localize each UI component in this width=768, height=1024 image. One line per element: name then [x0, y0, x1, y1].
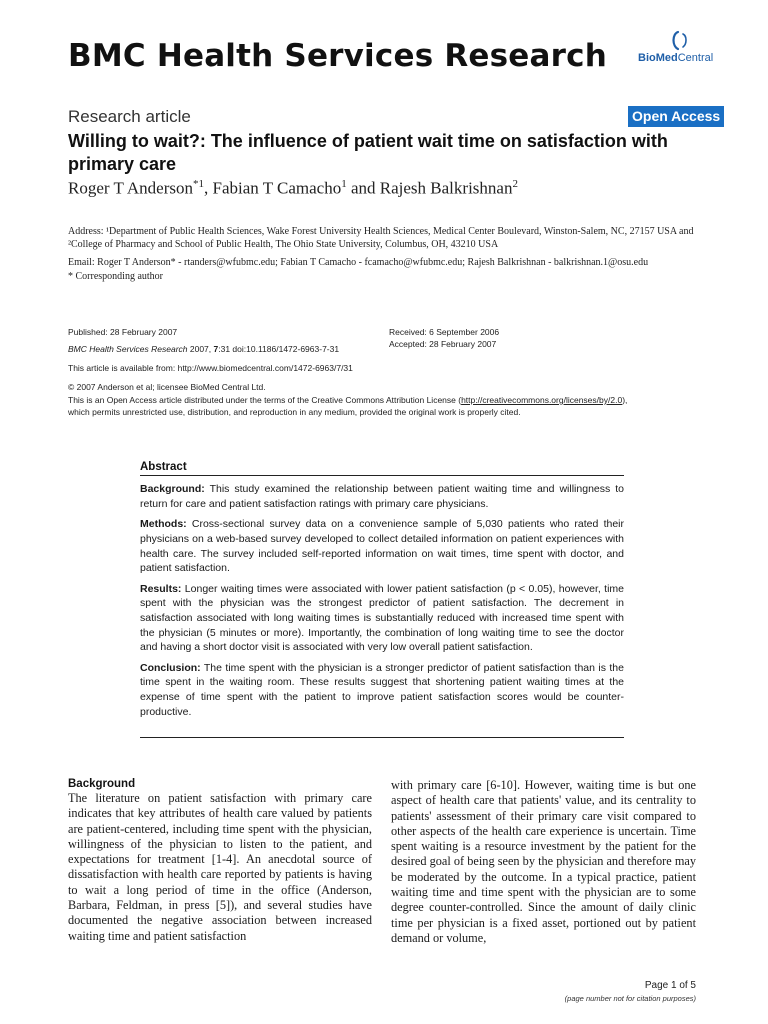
abstract-label: Methods: — [140, 518, 187, 531]
license-text: ), — [622, 395, 628, 405]
accepted-date: Accepted: 28 February 2007 — [389, 339, 497, 349]
abstract-heading: Abstract — [140, 461, 187, 473]
publisher-logo[interactable] — [624, 30, 714, 70]
article-type: Research article — [68, 107, 191, 126]
license-link[interactable]: http://creativecommons.org/licenses/by/2.0 — [461, 395, 623, 405]
author-name: and Rajesh Balkrishnan — [346, 178, 513, 198]
corresponding-author-note: * Corresponding author — [68, 271, 163, 282]
author-name: , Fabian T Camacho — [203, 178, 342, 198]
citation-journal: BMC Health Services Research — [68, 344, 188, 354]
citation-line — [68, 343, 339, 356]
author-list — [68, 178, 518, 199]
affiliation-address: Address: ¹Department of Public Health Sciences, Wake Forest University Health Sciences, Medical Center Boulevard, Winston-Salem, NC, 27157 USA and ²College of Pharmacy and School of Public Health, The Ohio State University, Columbus, OH, 43210 USA — [68, 226, 694, 250]
citation-doi: :31 doi:10.1186/1472-6963-7-31 — [218, 344, 340, 354]
abstract-results: Results: Longer waiting times were associated with lower patient satisfaction (p < 0.05), however, time spent with the physician was the strongest predictor of patient satisfaction. The decrement in satisfaction associated with long waiting times is substantially reduced with increased time spent with the physician (5 minutes or more). Importantly, the combination of long waiting time to see the doctor and having a short doctor visit is associated with very low overall patient satisfaction. — [140, 582, 624, 654]
page-number: Page 1 of 5 — [644, 980, 696, 991]
citation-year: 2007, — [187, 344, 214, 354]
abstract-bottom-rule — [140, 737, 624, 738]
published-date: Published: 28 February 2007 — [68, 327, 178, 337]
journal-title: BMC Health Services Research — [68, 38, 607, 74]
citation-volume: 7 — [213, 344, 219, 354]
license-line — [68, 394, 728, 407]
body-column-left — [68, 777, 372, 944]
author-affiliation-mark: *1 — [192, 178, 204, 190]
abstract-top-rule — [140, 475, 624, 476]
publisher-logo-text: BioMedCentral — [638, 52, 714, 64]
copyright-notice: © 2007 Anderson et al; licensee BioMed Central Ltd. — [68, 382, 266, 392]
abstract-section — [140, 461, 624, 719]
body-paragraph: The literature on patient satisfaction with primary care indicates that key attributes of health care valued by patients are patient-centered, including time spent with the physician, willingness of the physician to listen to the patient, and expectations for treatment [1-4]. An anecdotal source of dissatisfaction with health care reported by patients is having to wait a long period of time in the office (Anderson, Barbara, Feldman, in press [5]), and several studies have documented the negative association between increased waiting time and patient satisfaction — [68, 791, 372, 943]
abstract-label: Conclusion: — [140, 661, 201, 674]
abstract-conclusion: Conclusion: The time spent with the physician is a stronger predictor of patient satisfaction than is the time spent in the waiting room. These results suggest that shortening patient waiting times at the expense of time spent with the patient to improve patient satisfaction scores would be counter-productive. — [140, 661, 624, 718]
page-number-note: (page number not for citation purposes) — [564, 994, 696, 1003]
license-line: which permits unrestricted use, distribution, and reproduction in any medium, provided the original work is properly cited. — [68, 407, 521, 417]
abstract-background: Background: This study examined the relationship between patient waiting time and willingness to return for care and patient satisfaction ratings with primary care physicians. — [140, 483, 624, 510]
abstract-label: Background: — [140, 483, 205, 496]
license-text: This is an Open Access article distributed under the terms of the Creative Commons Attribution License ( — [68, 395, 462, 405]
author-affiliation-mark: 2 — [512, 178, 518, 190]
author-affiliation-mark: 1 — [341, 178, 347, 190]
author-name: Roger T Anderson — [68, 178, 193, 198]
body-paragraph: with primary care [6-10]. However, waiting time is but one aspect of health care that patients' value, and its centrality to patients' assessment of their primary care visit compared to other aspects of the health care experience is uncertain. Time spent waiting is a resource investment by the patient for the desired goal of being seen by the physician and therefore may be moderated by the outcome. In a typical practice, patient waiting time and time spent with the physician are to some degree counter-controlled. Since the amount of daily clinic time per physician is a fixed asset, portioned out by patient demand or volume, — [391, 778, 696, 945]
section-heading: Background — [68, 778, 136, 790]
open-access-badge: Open Access — [628, 106, 724, 127]
article-title: Willing to wait?: The influence of patient wait time on satisfaction with primary care — [68, 131, 668, 174]
received-date: Received: 6 September 2006 — [389, 327, 500, 337]
abstract-methods: Methods: Cross-sectional survey data on a convenience sample of 5,030 patients who rated their physicians on a web-based survey developed to collect detailed information on patient experiences with health care. The survey included self-reported information on wait times, time spent with doctor, and patient satisfaction. — [140, 518, 624, 575]
article-url[interactable]: This article is available from: http://www.biomedcentral.com/1472-6963/7/31 — [68, 363, 353, 373]
abstract-label: Results: — [140, 582, 182, 595]
body-column-right — [391, 778, 696, 946]
author-emails: Email: Roger T Anderson* - rtanders@wfubmc.edu; Fabian T Camacho - fcamacho@wfubmc.edu; Rajesh Balkrishnan - balkrishnan.1@osu.edu — [68, 257, 649, 268]
publisher-logo-mark-icon — [668, 30, 692, 52]
